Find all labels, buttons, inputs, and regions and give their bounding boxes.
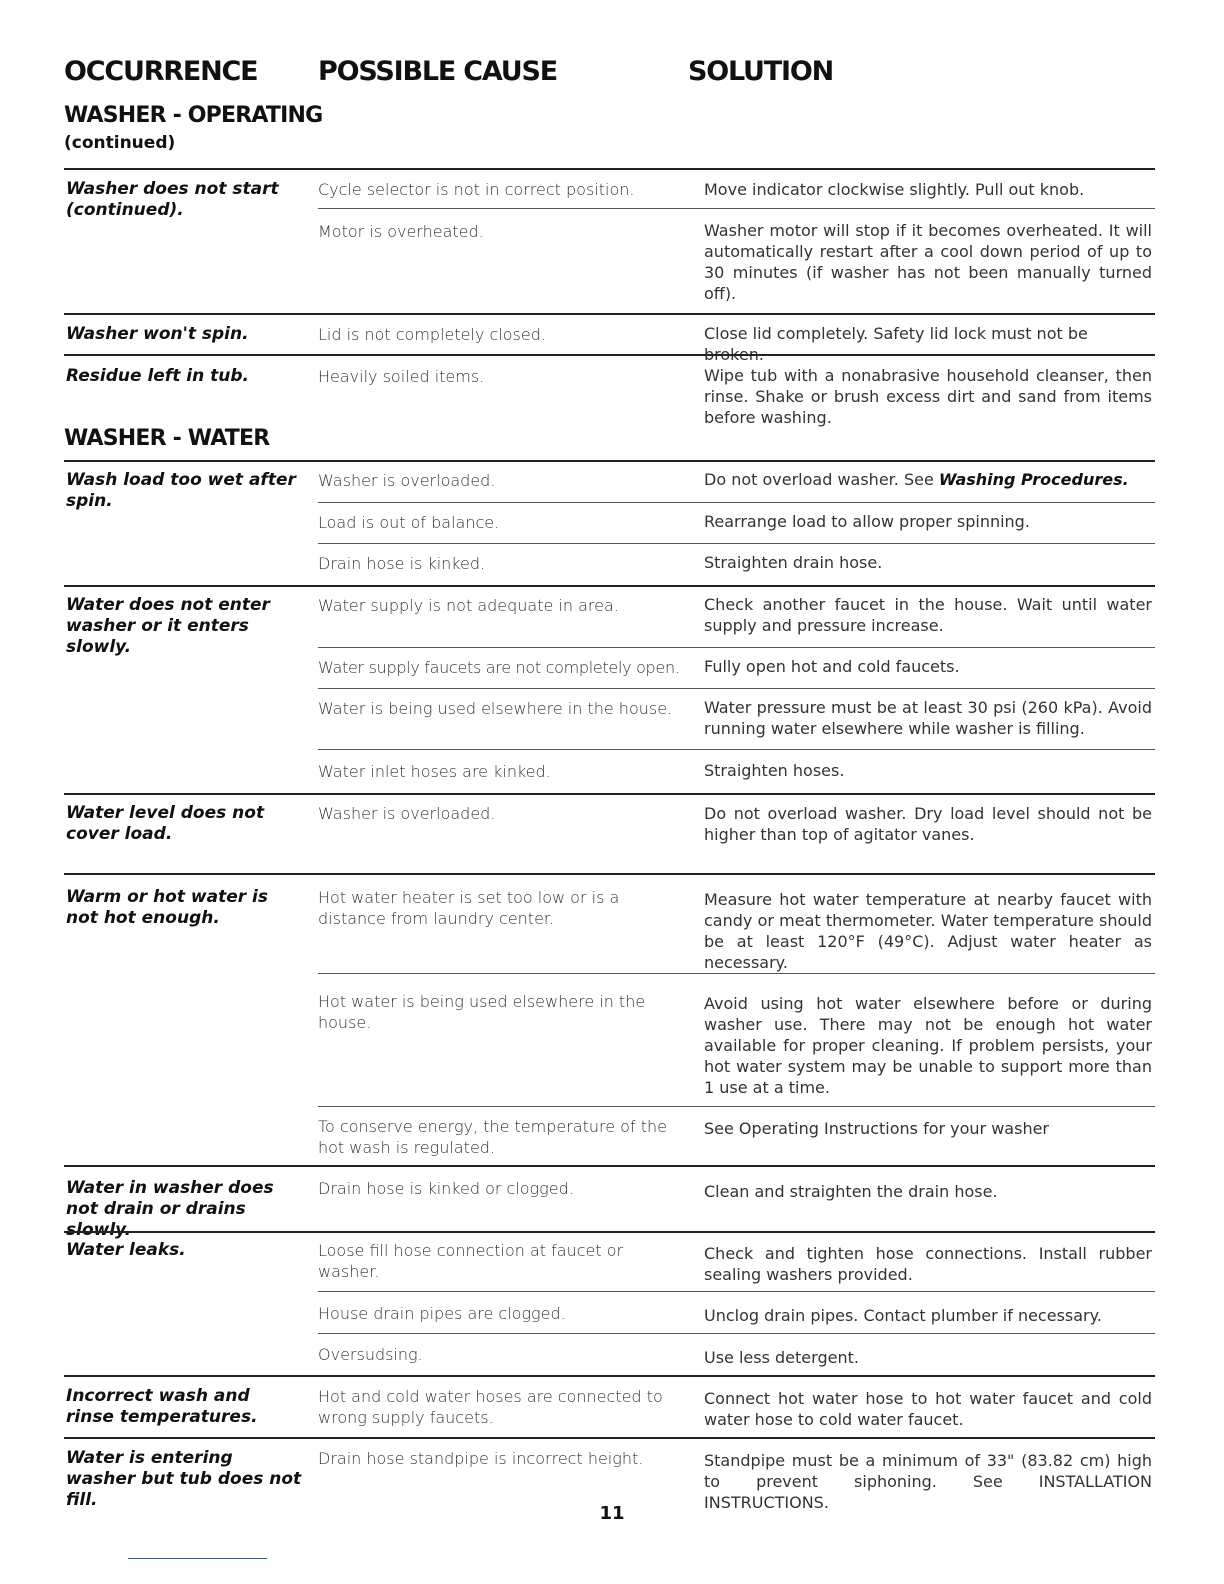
- cause-text: Drain hose is kinked.: [318, 554, 486, 573]
- header-possible-cause: POSSIBLE CAUSE: [318, 56, 557, 87]
- cause-text: To conserve energy, the temperature of the hot wash is regulated.: [318, 1117, 667, 1157]
- solution-text: Avoid using hot water elsewhere before or during washer use. There may not be enough hot water available for proper cleaning. If problem persists, your hot water system may be unable to support more than 1 use at a time.: [704, 994, 1152, 1097]
- cause-text: Cycle selector is not in correct position.: [318, 180, 635, 199]
- cause-divider: [318, 647, 1155, 648]
- cause-text: Motor is overheated.: [318, 222, 484, 241]
- cause-divider: [318, 543, 1155, 544]
- solution-text: Straighten hoses.: [704, 761, 845, 780]
- occurrence-label: Water leaks.: [66, 1240, 186, 1260]
- solution-text: Check another faucet in the house. Wait until water supply and pressure increase.: [704, 595, 1152, 635]
- solution-text: Straighten drain hose.: [704, 553, 883, 572]
- solution-text: Close lid completely. Safety lid lock must not be broken.: [704, 324, 1088, 364]
- cause-divider: [318, 688, 1155, 689]
- occurrence-label: Water does not enter washer or it enters slowly.: [66, 595, 270, 657]
- section-continued-note: (continued): [64, 133, 176, 153]
- cause-divider: [318, 1333, 1155, 1334]
- cause-text: Hot water heater is set too low or is a distance from laundry center.: [318, 888, 620, 928]
- row-divider: [64, 1437, 1155, 1439]
- cause-text: Water supply faucets are not completely open.: [318, 658, 680, 677]
- row-divider: [64, 585, 1155, 587]
- row-divider: [64, 873, 1155, 875]
- solution-text: Washer motor will stop if it becomes overheated. It will automatically restart after a cool down period of up to 30 minutes (if washer has not been manually turned off).: [704, 221, 1152, 303]
- cause-text: Water supply is not adequate in area.: [318, 596, 619, 615]
- occurrence-label: Water in washer does not drain or drains slowly.: [66, 1178, 274, 1240]
- occurrence-label: Water level does not cover load.: [66, 803, 265, 844]
- solution-text: Wipe tub with a nonabrasive household cleanser, then rinse. Shake or brush excess dirt and sand from items before washing.: [704, 366, 1152, 427]
- cause-text: Drain hose is kinked or clogged.: [318, 1179, 574, 1198]
- row-divider: [64, 354, 1155, 356]
- cause-divider: [318, 749, 1155, 750]
- cause-divider: [318, 973, 1155, 974]
- solution-text-part: Do not overload washer. See: [704, 470, 939, 489]
- washing-procedures-reference: Washing Procedures.: [938, 470, 1129, 489]
- header-solution: SOLUTION: [688, 56, 833, 87]
- row-divider: [64, 313, 1155, 315]
- cause-text: Lid is not completely closed.: [318, 325, 546, 344]
- solution-text: Use less detergent.: [704, 1348, 859, 1367]
- solution-text: Clean and straighten the drain hose.: [704, 1182, 998, 1201]
- row-divider: [64, 168, 1155, 170]
- page-number: 11: [599, 1503, 625, 1524]
- cause-text: Hot and cold water hoses are connected to wrong supply faucets.: [318, 1387, 663, 1427]
- cause-text: Water inlet hoses are kinked.: [318, 762, 551, 781]
- solution-text: See Operating Instructions for your washer: [704, 1119, 1049, 1138]
- occurrence-label: Water is entering washer but tub does not fill.: [66, 1448, 302, 1510]
- cause-divider: [318, 1291, 1155, 1292]
- solution-text: Connect hot water hose to hot water faucet and cold water hose to cold water faucet.: [704, 1389, 1152, 1429]
- cause-text: House drain pipes are clogged.: [318, 1304, 566, 1323]
- occurrence-label: Incorrect wash and rinse temperatures.: [66, 1386, 258, 1427]
- row-divider: [64, 460, 1155, 462]
- row-divider: [64, 1165, 1155, 1167]
- cause-text: Load is out of balance.: [318, 513, 500, 532]
- occurrence-label: Residue left in tub.: [66, 366, 249, 386]
- solution-text: Fully open hot and cold faucets.: [704, 657, 960, 676]
- cause-text: Washer is overloaded.: [318, 471, 496, 490]
- section-washer-water: WASHER - WATER: [64, 426, 270, 451]
- cause-divider: [318, 208, 1155, 209]
- cause-text: Washer is overloaded.: [318, 804, 496, 823]
- solution-text: Measure hot water temperature at nearby faucet with candy or meat thermometer. Water temperature should be at least 120°F (49°C). Adjust water heater as necessary.: [704, 890, 1152, 972]
- header-occurrence: OCCURRENCE: [64, 56, 258, 87]
- footer-rule: [128, 1558, 267, 1559]
- solution-text: Move indicator clockwise slightly. Pull out knob.: [704, 180, 1085, 199]
- occurrence-label: Washer won't spin.: [66, 324, 249, 344]
- cause-text: Oversudsing.: [318, 1345, 423, 1364]
- row-divider: [64, 1231, 1155, 1233]
- solution-text: Check and tighten hose connections. Install rubber sealing washers provided.: [704, 1244, 1152, 1284]
- solution-text: Standpipe must be a minimum of 33" (83.82 cm) high to prevent siphoning. See INSTALLATION INSTRUCTIONS.: [704, 1451, 1152, 1512]
- solution-text: [704, 469, 1152, 490]
- cause-text: Heavily soiled items.: [318, 367, 485, 386]
- row-divider: [64, 793, 1155, 795]
- occurrence-label: Washer does not start (continued).: [66, 179, 279, 220]
- cause-text: Water is being used elsewhere in the house.: [318, 699, 673, 718]
- solution-text: Water pressure must be at least 30 psi (260 kPa). Avoid running water elsewhere while washer is filling.: [704, 698, 1152, 738]
- cause-divider: [318, 1106, 1155, 1107]
- solution-text: Unclog drain pipes. Contact plumber if necessary.: [704, 1306, 1102, 1325]
- cause-text: Drain hose standpipe is incorrect height.: [318, 1449, 644, 1468]
- cause-text: Hot water is being used elsewhere in the house.: [318, 992, 646, 1032]
- solution-text: Rearrange load to allow proper spinning.: [704, 512, 1030, 531]
- occurrence-label: Warm or hot water is not hot enough.: [66, 887, 268, 928]
- occurrence-label: Wash load too wet after spin.: [66, 470, 296, 511]
- row-divider: [64, 1375, 1155, 1377]
- cause-divider: [318, 502, 1155, 503]
- cause-text: Loose fill hose connection at faucet or washer.: [318, 1241, 624, 1281]
- solution-text: Do not overload washer. Dry load level should not be higher than top of agitator vanes.: [704, 804, 1152, 844]
- section-washer-operating: WASHER - OPERATING: [64, 103, 323, 128]
